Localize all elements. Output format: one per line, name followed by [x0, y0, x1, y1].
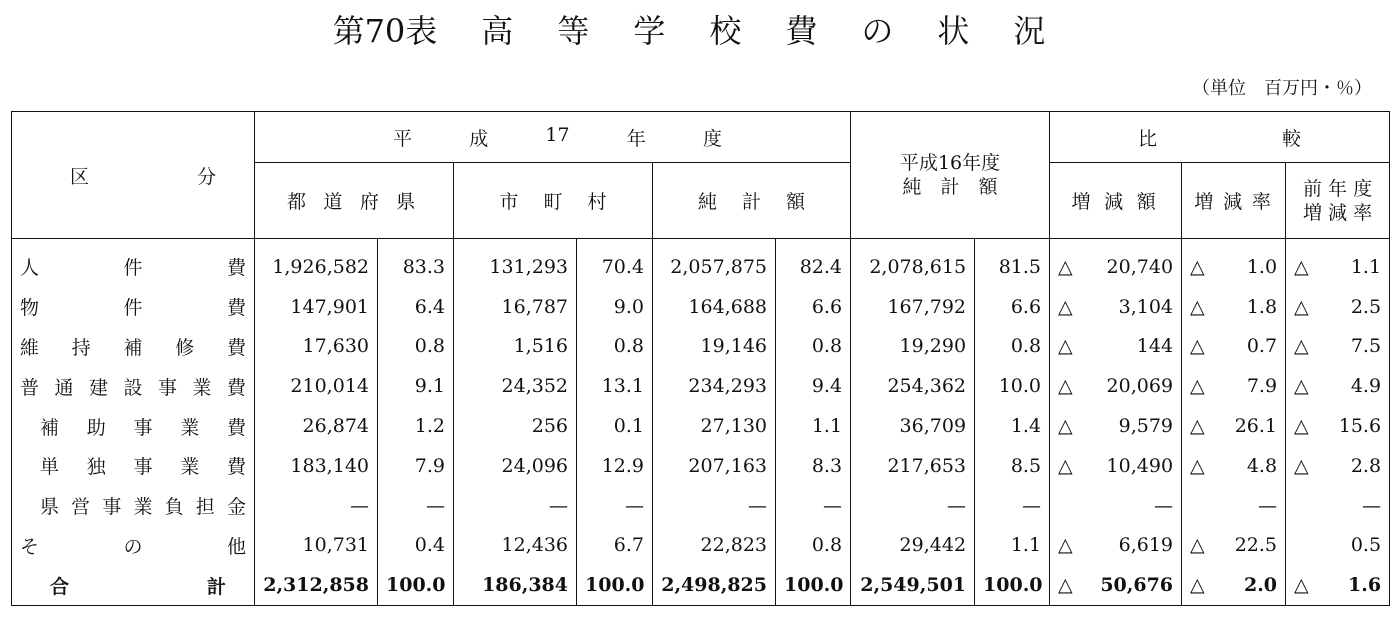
share-cell: 9.0: [577, 287, 653, 327]
table-number: 第70表: [332, 12, 438, 50]
amount-cell: —: [851, 486, 975, 526]
triangle-icon: △: [1190, 255, 1205, 278]
share-cell: 0.8: [577, 327, 653, 367]
amount-cell: 22,823: [653, 526, 776, 566]
title-char: 学: [633, 12, 666, 50]
change-rate-cell: △ 7.9: [1182, 366, 1286, 406]
triangle-icon: △: [1190, 295, 1205, 318]
share-cell: 13.1: [577, 366, 653, 406]
change-amount-cell: △ 20,069: [1050, 366, 1182, 406]
share-cell: 100.0: [577, 565, 653, 605]
change-amount-cell: △ 6,619: [1050, 526, 1182, 566]
title-char: 状: [937, 12, 970, 50]
table-row: [12, 446, 1390, 486]
net-total-header: 純 計 額: [653, 163, 851, 239]
table-row: [12, 526, 1390, 566]
change-amount-cell: △ 9,579: [1050, 406, 1182, 446]
amount-cell: 2,078,615: [851, 239, 975, 287]
change-amount-cell: △ 20,740: [1050, 239, 1182, 287]
triangle-icon: △: [1058, 255, 1073, 278]
triangle-icon: △: [1058, 375, 1073, 398]
fy17-header: 平 成 17 年 度: [255, 112, 851, 163]
table-row: [12, 565, 1390, 605]
amount-cell: 16,787: [454, 287, 577, 327]
amount-cell: 19,146: [653, 327, 776, 367]
title-char: 高: [481, 12, 514, 50]
table-row: [12, 287, 1390, 327]
share-cell: 0.4: [378, 526, 454, 566]
amount-cell: 147,901: [290, 295, 369, 318]
share-cell: 83.3: [378, 239, 454, 287]
title-char: 等: [557, 12, 590, 50]
share-cell: 6.4: [378, 287, 454, 327]
change-rate-cell: △ 4.8: [1182, 446, 1286, 486]
amount-cell: 164,688: [653, 287, 776, 327]
triangle-icon: △: [1190, 454, 1205, 477]
amount-cell: 167,792: [851, 287, 975, 327]
triangle-icon: △: [1294, 375, 1309, 398]
share-cell: 1.1: [776, 406, 851, 446]
change-amount-header: 増 減 額: [1050, 163, 1182, 239]
change-rate-cell: △ 1.8: [1182, 287, 1286, 327]
amount-cell: 256: [454, 406, 577, 446]
yoy-rate-cell: △ 1.6: [1286, 565, 1390, 605]
amount-cell: 26,874: [302, 415, 369, 438]
amount-cell: 1,516: [454, 327, 577, 367]
change-amount-cell: △ 3,104: [1050, 287, 1182, 327]
change-rate-cell: △ 26.1: [1182, 406, 1286, 446]
row-label: 物 件 費: [12, 287, 255, 327]
amount-cell: 2,057,875: [653, 239, 776, 287]
row-label: 合 計: [12, 565, 255, 605]
row-label: 補 助 事 業 費: [12, 406, 255, 446]
expenditure-table: [11, 111, 1390, 606]
amount-cell: 10,731: [302, 534, 369, 557]
change-rate-cell: △ 1.0: [1182, 239, 1286, 287]
comparison-header: 比 較: [1050, 112, 1390, 163]
share-cell: 82.4: [776, 239, 851, 287]
title-text: [459, 12, 1067, 50]
fy16-header: 平成16年度 純 計 額: [851, 112, 1050, 239]
page-title: [0, 6, 1400, 52]
share-cell: —: [776, 486, 851, 526]
amount-cell: 19,290: [851, 327, 975, 367]
change-amount-cell: —: [1050, 486, 1182, 526]
share-cell: 100.0: [378, 565, 454, 605]
category-header: 区 分: [12, 112, 255, 239]
unit-note: （単位 百万円・％）: [1192, 78, 1372, 99]
row-label: 県 営 事 業 負 担 金: [12, 486, 255, 526]
amount-cell: —: [454, 486, 577, 526]
amount-cell: 186,384: [454, 565, 577, 605]
yoy-rate-header: 前 年 度 増 減 率: [1286, 163, 1390, 239]
triangle-icon: △: [1190, 335, 1205, 358]
table-row: [12, 366, 1390, 406]
share-cell: 6.6: [776, 287, 851, 327]
amount-cell: 234,293: [653, 366, 776, 406]
triangle-icon: △: [1294, 335, 1309, 358]
triangle-icon: △: [1294, 415, 1309, 438]
amount-cell: 17,630: [302, 335, 369, 358]
amount-cell: 2,312,858: [263, 574, 369, 597]
share-cell: 0.8: [378, 327, 454, 367]
yoy-rate-cell: △ 15.6: [1286, 406, 1390, 446]
triangle-icon: △: [1058, 415, 1073, 438]
municipalities-header: 市 町 村: [454, 163, 653, 239]
amount-cell: 29,442: [851, 526, 975, 566]
triangle-icon: △: [1058, 335, 1073, 358]
share-cell: 7.9: [378, 446, 454, 486]
triangle-icon: △: [1294, 255, 1309, 278]
title-char: 況: [1013, 12, 1046, 50]
share-cell: 9.4: [776, 366, 851, 406]
row-label: 普 通 建 設 事 業 費: [12, 366, 255, 406]
amount-cell: 210,014: [290, 375, 369, 398]
amount-cell: 2,549,501: [851, 565, 975, 605]
title-char: の: [861, 12, 894, 50]
share-cell: 0.1: [577, 406, 653, 446]
yoy-rate-cell: △ 1.1: [1286, 239, 1390, 287]
share-cell: 8.5: [975, 446, 1050, 486]
share-cell: 70.4: [577, 239, 653, 287]
table-row: [12, 239, 1390, 287]
triangle-icon: △: [1294, 454, 1309, 477]
yoy-rate-cell: △ 2.8: [1286, 446, 1390, 486]
yoy-rate-cell: —: [1286, 486, 1390, 526]
change-rate-cell: △ 22.5: [1182, 526, 1286, 566]
share-cell: 0.8: [776, 526, 851, 566]
table-row: [12, 406, 1390, 446]
triangle-icon: △: [1058, 454, 1073, 477]
triangle-icon: △: [1294, 574, 1309, 597]
share-cell: 6.7: [577, 526, 653, 566]
change-rate-cell: △ 0.7: [1182, 327, 1286, 367]
row-label: そ の 他: [12, 526, 255, 566]
yoy-rate-cell: △ 4.9: [1286, 366, 1390, 406]
row-label: 単 独 事 業 費: [12, 446, 255, 486]
share-cell: —: [975, 486, 1050, 526]
amount-cell: 1,926,582: [272, 255, 369, 278]
share-cell: 6.6: [975, 287, 1050, 327]
amount-cell: —: [350, 494, 369, 517]
change-amount-cell: △ 10,490: [1050, 446, 1182, 486]
amount-cell: 183,140: [290, 454, 369, 477]
triangle-icon: △: [1058, 534, 1073, 557]
share-cell: 100.0: [975, 565, 1050, 605]
share-cell: 81.5: [975, 239, 1050, 287]
amount-cell: 12,436: [454, 526, 577, 566]
amount-cell: 217,653: [851, 446, 975, 486]
yoy-rate-cell: △ 7.5: [1286, 327, 1390, 367]
triangle-icon: △: [1058, 295, 1073, 318]
share-cell: 1.4: [975, 406, 1050, 446]
share-cell: 1.2: [378, 406, 454, 446]
share-cell: —: [378, 486, 454, 526]
share-cell: 0.8: [975, 327, 1050, 367]
amount-cell: 207,163: [653, 446, 776, 486]
triangle-icon: △: [1294, 295, 1309, 318]
row-label: 維 持 補 修 費: [12, 327, 255, 367]
share-cell: 10.0: [975, 366, 1050, 406]
table-row: [12, 486, 1390, 526]
share-cell: 9.1: [378, 366, 454, 406]
amount-cell: 36,709: [851, 406, 975, 446]
share-cell: —: [577, 486, 653, 526]
share-cell: 100.0: [776, 565, 851, 605]
amount-cell: 27,130: [653, 406, 776, 446]
change-amount-cell: △ 144: [1050, 327, 1182, 367]
triangle-icon: △: [1190, 574, 1205, 597]
share-cell: 1.1: [975, 526, 1050, 566]
triangle-icon: △: [1190, 534, 1205, 557]
amount-cell: —: [653, 486, 776, 526]
yoy-rate-cell: △ 2.5: [1286, 287, 1390, 327]
share-cell: 0.8: [776, 327, 851, 367]
amount-cell: 2,498,825: [653, 565, 776, 605]
change-rate-cell: △ 2.0: [1182, 565, 1286, 605]
amount-cell: 254,362: [851, 366, 975, 406]
yoy-rate-cell: 0.5: [1286, 526, 1390, 566]
title-char: 費: [785, 12, 818, 50]
share-cell: 8.3: [776, 446, 851, 486]
amount-cell: 24,352: [454, 366, 577, 406]
amount-cell: 131,293: [454, 239, 577, 287]
triangle-icon: △: [1190, 415, 1205, 438]
triangle-icon: △: [1058, 574, 1073, 597]
amount-cell: 24,096: [454, 446, 577, 486]
title-char: 校: [709, 12, 742, 50]
prefectures-header: 都 道 府 県: [255, 163, 454, 239]
table-row: [12, 327, 1390, 367]
change-rate-header: 増 減 率: [1182, 163, 1286, 239]
row-label: 人 件 費: [12, 239, 255, 287]
change-amount-cell: △ 50,676: [1050, 565, 1182, 605]
triangle-icon: △: [1190, 375, 1205, 398]
share-cell: 12.9: [577, 446, 653, 486]
change-rate-cell: —: [1182, 486, 1286, 526]
